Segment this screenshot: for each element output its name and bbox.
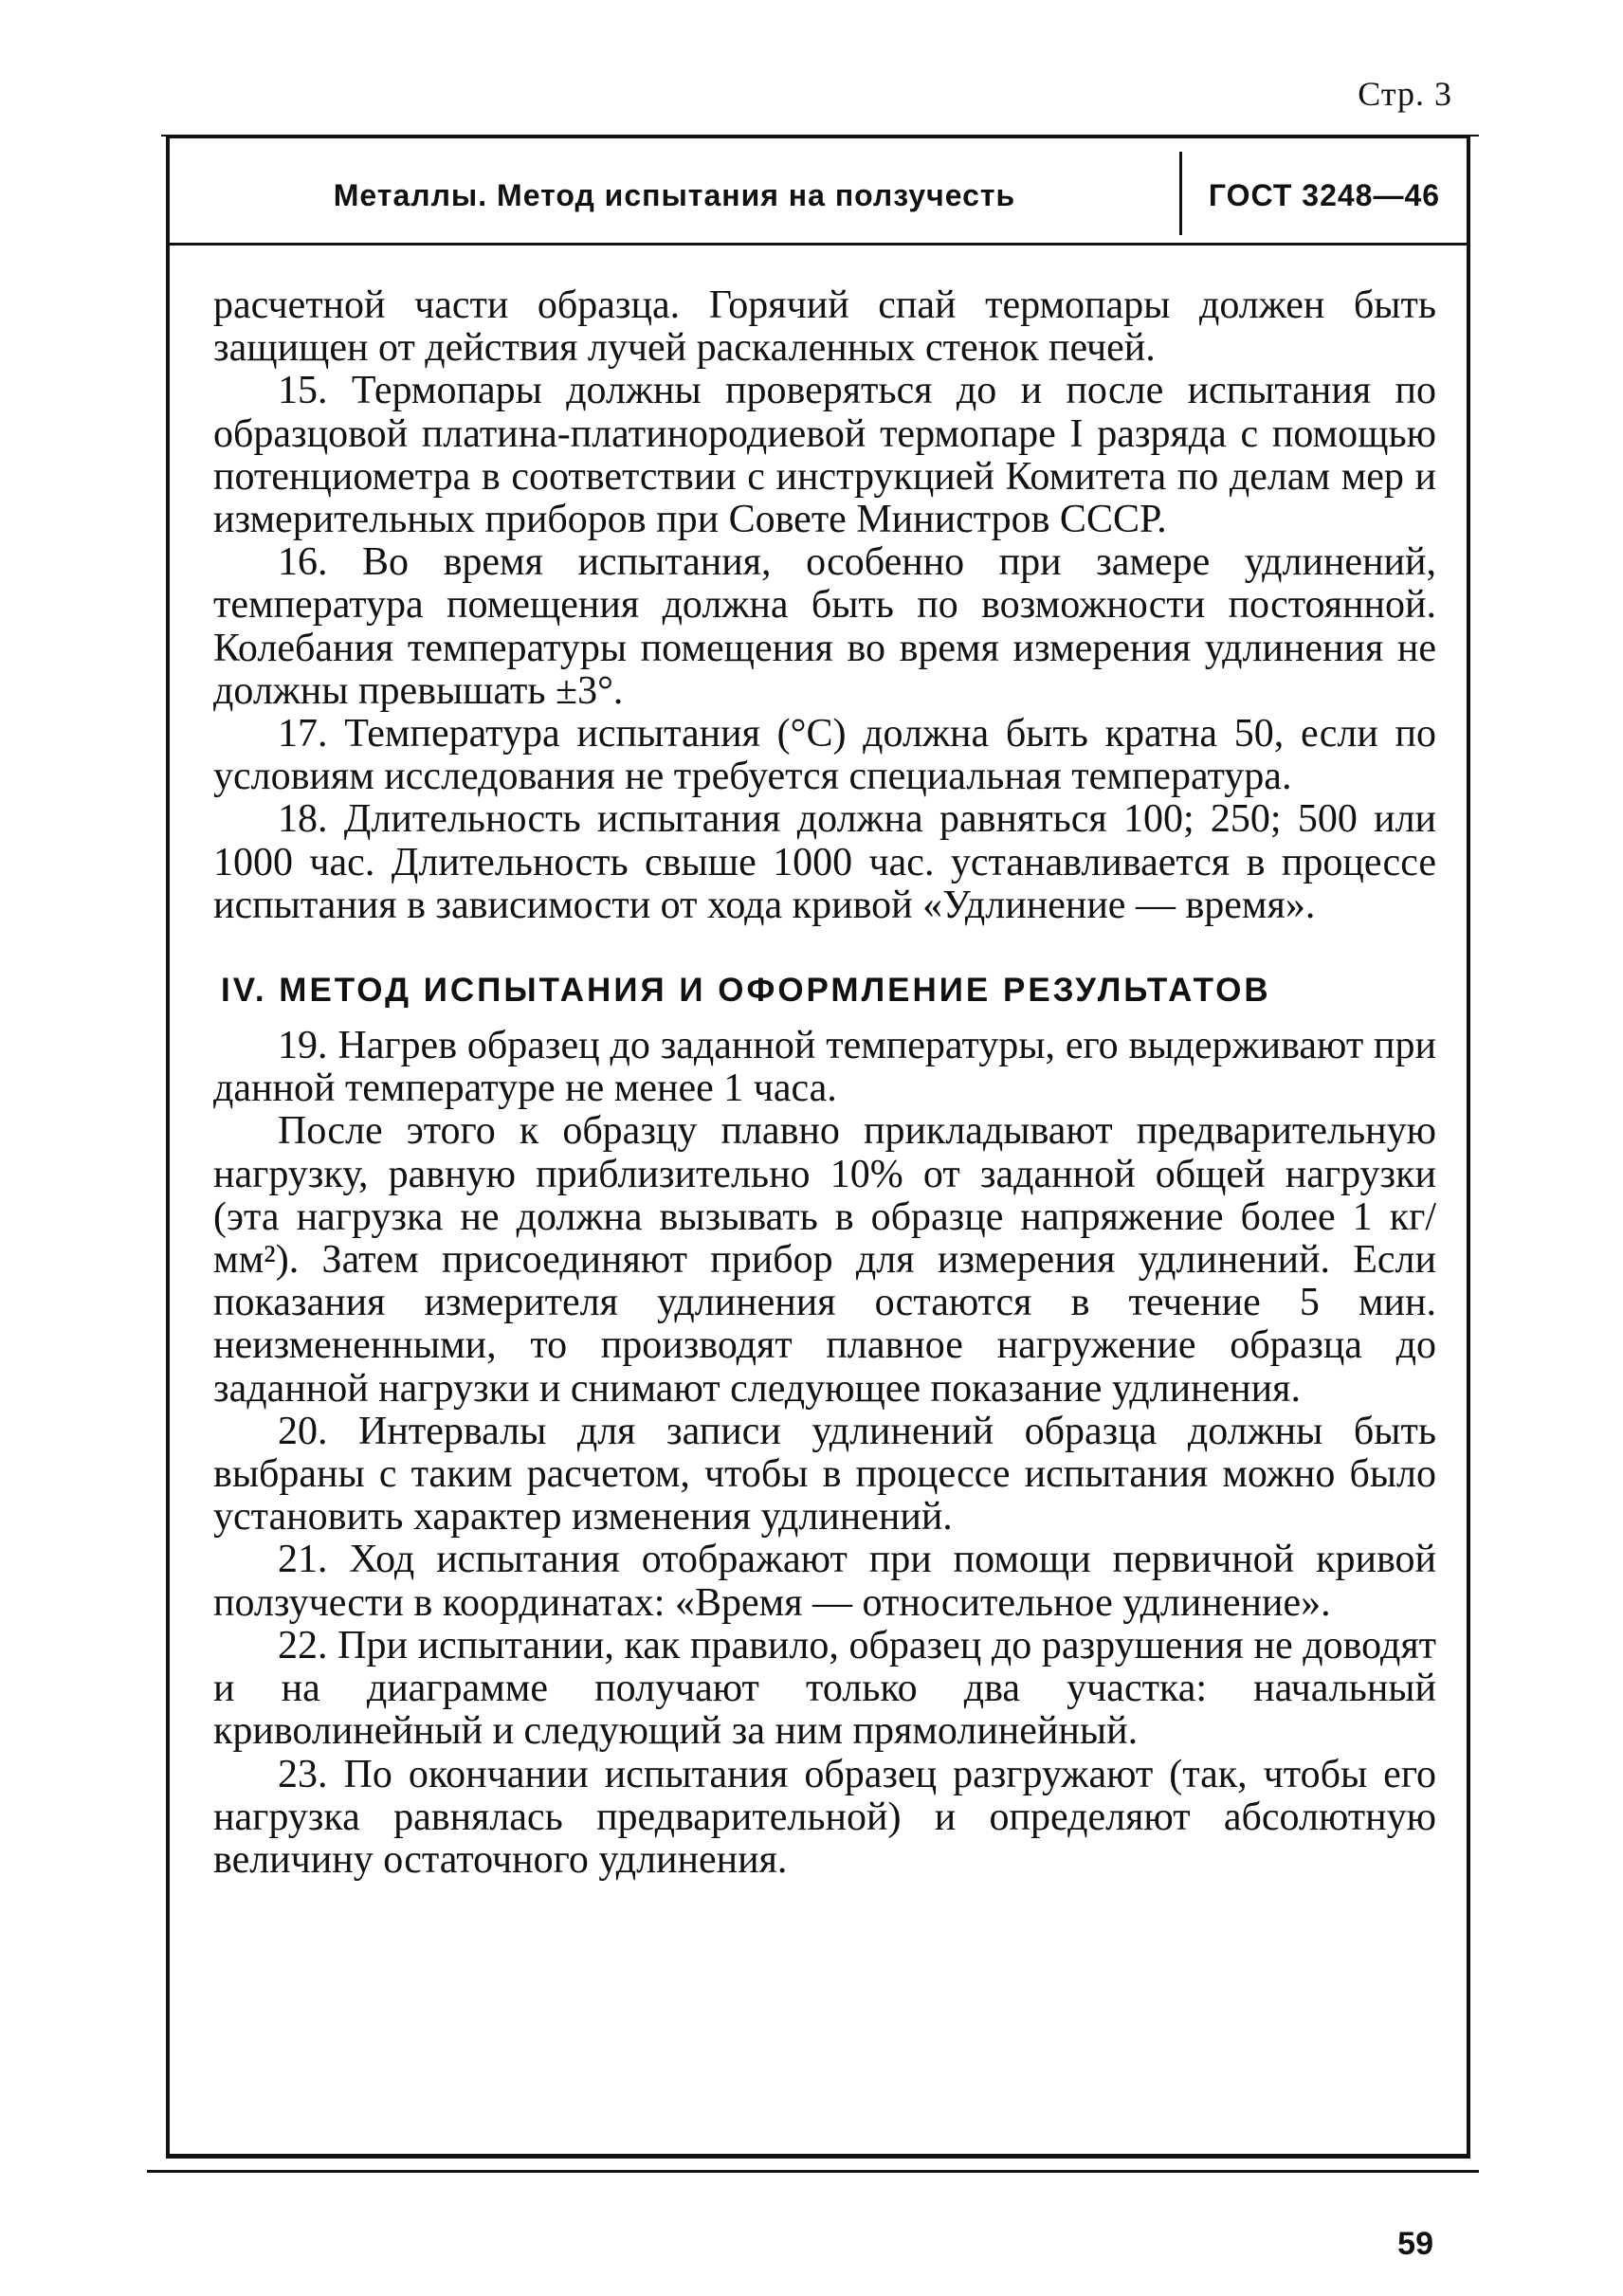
paragraph-21: 21. Ход испытания отображают при помощи первичной кривой ползучести в координатах: «Время — относительное удлинение». (213, 1538, 1436, 1625)
section-heading: IV. МЕТОД ИСПЫТАНИЯ И ОФОРМЛЕНИЕ РЕЗУЛЬТАТОВ (221, 972, 1271, 1010)
paragraph-22: 22. При испытании, как правило, образец до разрушения не доводят и на диаграмме получают только два участка: начальный криволинейный и следующий за ним прямолинейный. (213, 1623, 1436, 1754)
paragraph-16: 16. Во время испытания, особенно при замере удлинений, температура помещения должна быть по возможности постоянной. Колебания температуры помещения во время измерения удлинения не должны превышать ±3°. (213, 540, 1436, 713)
paragraph-18: 18. Длительность испытания должна равняться 100; 250; 500 или 1000 час. Длительность свыше 1000 час. устанавливается в процессе испытания в зависимости от хода кривой «Удлинение — время». (213, 797, 1436, 927)
page-number: 59 (1397, 2226, 1433, 2262)
frame-bottom-rule (147, 2170, 1479, 2173)
header-title: Металлы. Метод испытания на ползучесть (333, 177, 1016, 212)
paragraph-19-continued: После этого к образцу плавно прикладывают предварительную нагрузку, равную приблизительно 10% от заданной общей нагрузки (эта нагрузка не должна вызывать в образце напряжение более 1 кг/мм²). Затем присоединяют прибор для измерения удлинений. Если показания измерителя удлинения остаются в течение 5 мин. неизмененными, то производят плавное нагружение образца до заданной нагрузки и снимают следующее показание удлинения. (213, 1109, 1436, 1411)
header-standard-code: ГОСТ 3248—46 (1208, 177, 1441, 212)
paragraph-19: 19. Нагрев образец до заданной температуры, его выдерживают при данной температуре не менее 1 часа. (213, 1024, 1436, 1111)
page-label: Стр. 3 (1358, 75, 1452, 113)
running-header (170, 138, 1467, 246)
paragraph-15: 15. Термопары должны проверяться до и после испытания по образцовой платина-платинородиевой термопаре I разряда с помощью потенциометра в соответствии с инструкцией Комитета по делам мер и измерительных приборов при Совете Министров СССР. (213, 369, 1436, 542)
paragraph-23: 23. По окончании испытания образец разгружают (так, чтобы его нагрузка равнялась предварительной) и определяют абсолютную величину остаточного удлинения. (213, 1752, 1436, 1882)
paragraph-20: 20. Интервалы для записи удлинений образца должны быть выбраны с таким расчетом, чтобы в процессе испытания можно было установить характер изменения удлинений. (213, 1409, 1436, 1540)
paragraph-17: 17. Температура испытания (°С) должна быть кратна 50, если по условиям исследования не требуется специальная температура. (213, 712, 1436, 799)
paragraph-continuation: расчетной части образца. Горячий спай термопары должен быть защищен от действия лучей раскаленных стенок печей. (213, 283, 1436, 371)
body-text (213, 284, 1436, 1882)
